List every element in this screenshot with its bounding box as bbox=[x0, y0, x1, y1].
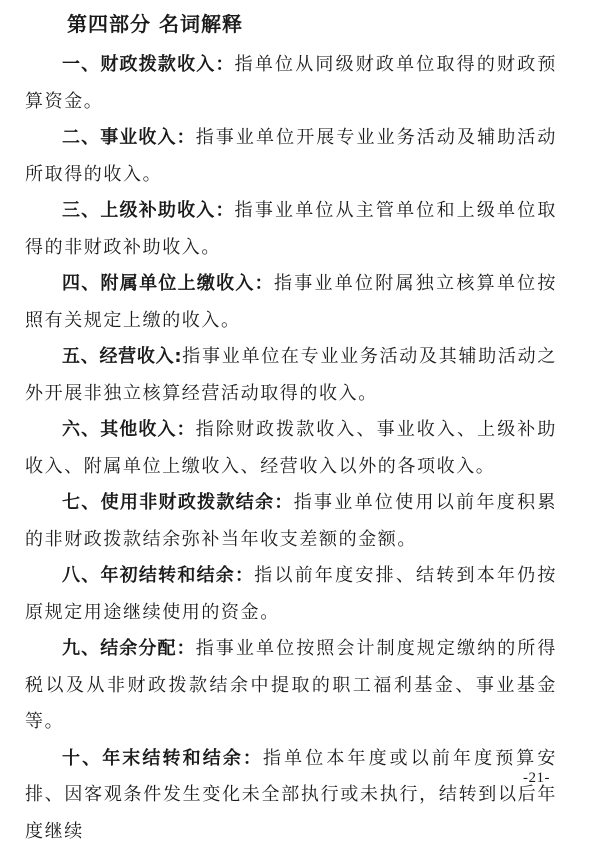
page-number: -21- bbox=[523, 770, 550, 787]
glossary-definition: 指单位从同级财政单位取得的财政预算资金。 bbox=[25, 54, 557, 112]
glossary-term: 一、财政拨款收入： bbox=[62, 54, 235, 75]
glossary-term: 七、使用非财政拨款结余： bbox=[62, 492, 294, 513]
glossary-term: 十、年末结转和结余： bbox=[62, 748, 263, 769]
glossary-term: 五、经营收入: bbox=[62, 346, 182, 367]
glossary-definition: 指事业单位开展专业业务活动及辅助活动所取得的收入。 bbox=[25, 127, 557, 185]
section-title bbox=[67, 10, 243, 38]
glossary-definition: 指事业单位使用以前年度积累的非财政拨款结余弥补当年收支差额的金额。 bbox=[25, 492, 557, 550]
section-title-part: 第四部分 bbox=[67, 12, 151, 36]
glossary-definition: 指除财政拨款收入、事业收入、上级补助收入、附属单位上缴收入、经营收入以外的各项收入。 bbox=[25, 419, 557, 477]
glossary-definition: 指单位本年度或以前年度预算安排、因客观条件发生变化未全部执行或未执行，结转到以后年度继续 bbox=[25, 748, 557, 842]
glossary-term: 九、结余分配： bbox=[62, 638, 196, 659]
glossary-definition: 指事业单位在专业业务活动及其辅助活动之外开展非独立核算经营活动取得的收入。 bbox=[25, 346, 557, 404]
glossary-term: 二、事业收入： bbox=[62, 127, 196, 148]
glossary-term: 六、其他收入： bbox=[62, 419, 196, 440]
glossary-definition: 指事业单位从主管单位和上级单位取得的非财政补助收入。 bbox=[25, 200, 557, 258]
glossary-entry bbox=[25, 485, 557, 558]
glossary-entry bbox=[25, 558, 557, 631]
glossary-term: 三、上级补助收入： bbox=[62, 200, 235, 221]
glossary-entry bbox=[25, 120, 557, 193]
glossary-definition: 指事业单位按照会计制度规定缴纳的所得税以及从非财政拨款结余中提取的职工福利基金、事业基金等。 bbox=[25, 638, 557, 732]
glossary-entry bbox=[25, 47, 557, 120]
glossary-list bbox=[25, 47, 557, 850]
glossary-definition: 指事业单位附属独立核算单位按照有关规定上缴的收入。 bbox=[25, 273, 557, 331]
section-title-part: 名词解释 bbox=[159, 12, 243, 36]
glossary-entry bbox=[25, 339, 557, 412]
glossary-entry bbox=[25, 631, 557, 741]
glossary-definition: 指以前年度安排、结转到本年仍按原规定用途继续使用的资金。 bbox=[25, 565, 557, 623]
glossary-entry bbox=[25, 193, 557, 266]
glossary-entry bbox=[25, 412, 557, 485]
glossary-term: 四、附属单位上缴收入： bbox=[62, 273, 274, 294]
glossary-term: 八、年初结转和结余： bbox=[62, 565, 254, 586]
glossary-entry bbox=[25, 266, 557, 339]
glossary-entry bbox=[25, 741, 557, 850]
